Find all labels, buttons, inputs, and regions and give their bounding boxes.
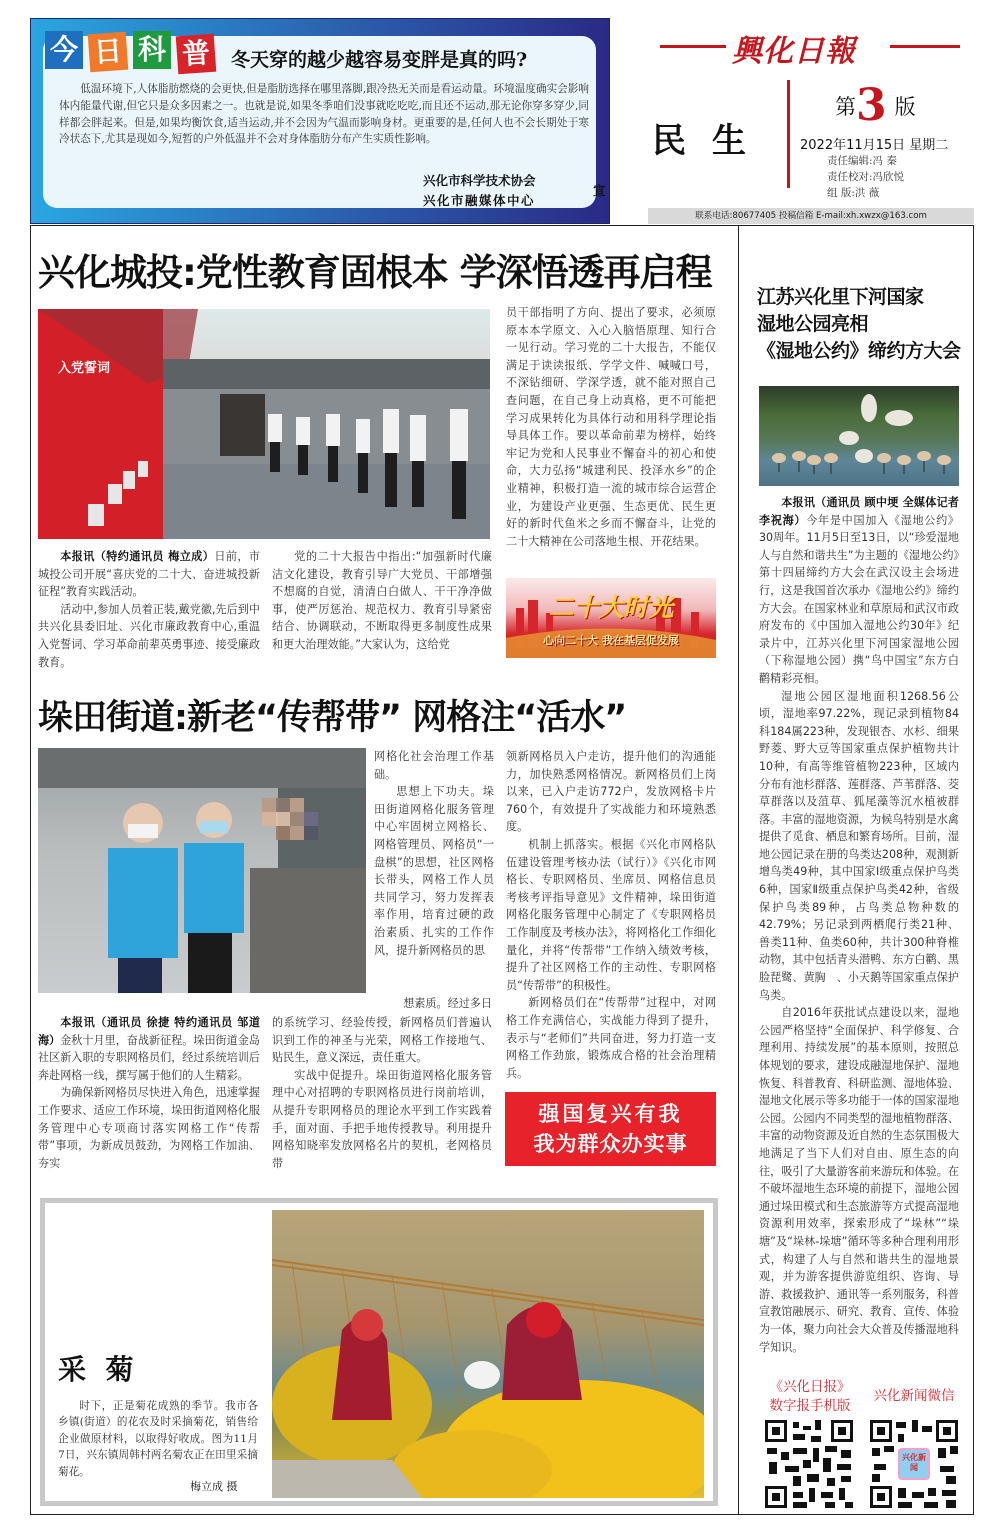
article2-col2-p1: 的系统学习、经验传授，新网格员们普遍认识到工作的神圣与光荣，网格工作接地气、贴民生，意义深远，责任重大。 [272, 1016, 492, 1065]
article2-narrow-tail: 想素质。经过多日 [403, 997, 492, 1010]
article1-col1-p1: 日前，市城投公司开展“喜庆党的二十大、奋进城投新征程”教育实践活动。 [38, 550, 260, 599]
section-name: 民生 [652, 121, 772, 161]
article2-col2 [272, 1014, 492, 1172]
edition-number [835, 80, 916, 131]
issue-date: 2022年11月15日 星期二 [800, 138, 949, 153]
article2-narrow-col [374, 748, 494, 959]
photo-feature-title: 采 菊 [58, 1353, 134, 1386]
article1-col3-p1: 员干部指明了方向、提出了要求，必须原原本本学原文、入心入脑悟原理、知行合一见行动。学习党的二十大报告，不能仅满足于读读报纸、学学文件、喊喊口号，不深钻细研、学深学透，就不能对照自己查问题，在自己身上动真格，更不可能把学习成果转化为具体行动和用科学理论指导具体工作。要以革命前辈为榜样，始终牢记为党和人民事业不懈奋斗的初心和使命，大力弘扬“城建利民、投泽水乡”的企业精神，积极打造一流的城市综合运营企业，为建设产业更强、生态更优、民生更好的新时代鱼米之乡而不懈奋斗，让党的二十大精神在公司落地生根、开花结果。 [506, 306, 716, 548]
article2-right-col [506, 748, 716, 1082]
qr-code-digital-edition[interactable] [763, 1418, 855, 1510]
edition-digit: 3 [856, 80, 887, 131]
sidebar-p3: 自2016年获批试点建设以来，湿地公园严格坚持“全面保护、科学修复、合理利用、持续发展”的基本原则，按照总体规划的要求，建设成融湿地保护、湿地恢复、科普教育、科研监测、湿地体验、湿地文化展示等多功能于一体的国家湿地公园。公园内不同类型的湿地植物群落、丰富的动物资源及近自然的生态氛围极大地满足了当下人们对自由、原生态的向往，吸引了大量游客前来游玩和体验。在不破坏湿地生态环境的前提下，湿地公园通过垛田模式和生态旅游等方式提高湿地资源利用效率，探索形成了“垛林”“垛塘”及“垛林-垛塘”循环等多种合理利用形式，构建了人与自然和谐共生的湿地景观，并为游客提供游览组织、咨询、导游、救援救护、通讯等一系列服务，科普宣教馆融展示、研究、教育、宣传、体验为一体，聚力向社会大众普及传播湿地科学知识。 [759, 1006, 959, 1354]
article2-narrow-p1: 网格化社会治理工作基础。 [374, 750, 494, 781]
qr1-label-line-1: 《兴化日报》 [769, 1379, 851, 1395]
article1-col2 [272, 548, 492, 654]
article2-narrow-p2: 思想上下功夫。垛田街道网格化服务管理中心牢固树立网格长、网格管理员、网格员“一盘棋”的思想，社区网格长带头，网格工作人员共同学习，努力发挥表率作用，培育过硬的政治素质、扎实的工作作风，提升新网格员的思 [374, 785, 494, 957]
chrysanthemum-photo-graphic [272, 1210, 704, 1498]
article2-right-p1: 领新网格员入户走访，提升他们的沟通能力，加快熟悉网格情况。新网格员们上岗以来，已入户走访772户，发放网格卡片760个，有效提升了实战能力和环境熟悉度。 [506, 750, 716, 834]
slogan-line-1: 强国复兴有我 [538, 1102, 683, 1126]
qr-code-wechat[interactable] [868, 1418, 960, 1510]
edition-prefix: 第 [835, 95, 856, 119]
article1-col3 [506, 304, 716, 550]
slogan-box [505, 1092, 716, 1166]
article1-headline: 兴化城投:党性教育固根本 学深悟透再启程 [38, 251, 712, 294]
photo-sign-text: 入党誓词 [58, 361, 111, 376]
photo-feature-credit: 梅立成 摄 [190, 1480, 238, 1493]
article2-right-p2: 机制上抓落实。根据《兴化市网格队伍建设管理考核办法（试行）》《兴化市网格长、专职网格员、坐席员、网格信息员考核考评指导意见》文件精神，垛田街道网格化服务管理中心制定了《专职网格员工作制度及考核办法》，将网格化工作细化量化，并将“传帮带”工作纳入绩效考核，提升了社区网格工作的主动性、专职网格员“传帮带”的积极性。 [506, 837, 716, 992]
article2-byline: 本报讯（通讯员 徐捷 特约通讯员 邹道海） [38, 1016, 260, 1047]
article2-col1-p2: 为确保新网格员尽快进入角色，迅速掌握工作要求、适应工作环境，垛田街道网格化服务管理中心专项商讨落实网格工作“传帮带”事项，为新成员鼓劲，为网格工作加油、夯实 [38, 1086, 260, 1170]
sidebar-byline: 本报讯（通讯员 顾中埂 全媒体记者 李祝海） [759, 496, 959, 527]
staff-layout: 组 版:洪 薇 [827, 187, 880, 199]
science-title: 冬天穿的越少越容易变胖是真的吗? [231, 49, 528, 71]
banner-subtitle: 心向二十大 我在基层促发展 [543, 634, 679, 647]
slogan-line-2: 我为群众办实事 [533, 1132, 688, 1156]
article1-col1 [38, 548, 260, 671]
sidebar-p1: 今年是中国加入《湿地公约》30周年。11月5日至13日，以“珍爱湿地 人与自然和谐共生”为主题的《湿地公约》第十四届缔约方大会在武汉设主会场进行，这是我国首次承办《湿地公约》缔约方大会。在国家林业和草原局和武汉市政府发布的《中国加入湿地公约30年》纪录片中，江苏兴化里下河国家湿地公园（下称湿地公园）携“鸟中国宝”东方白鹳精彩亮相。 [759, 513, 959, 685]
article2-col1 [38, 1014, 260, 1172]
photo-feature-box [40, 1198, 718, 1506]
science-body: 低温环境下,人体脂肪燃烧的会更快,但是脂肪选择在哪里落脚,跟冷热无关而是看运动量。环境温度确实会影响体内能量代谢,但它只是众多因素之一。也就是说,如果冬季咱们没事就吃吃吃,而且还不运动,那无论你穿多穿少,同样都会胖起来。但是,如果均衡饮食,适当运动,并不会因为气温而影响身材。更重要的是,任何人也不会长期处于寒冷状态下,尤其是现如今,短暂的户外低温并不会对身体脂肪分布产生实质性影响。 [59, 83, 589, 146]
article1-col2-p1: 党的二十大报告中指出:“加强新时代廉洁文化建设，教育引导广大党员、干部增强不想腐的自觉，清清白白做人、干干净净做事，使严厉惩治、规范权力、教育引导紧密结合、协调联动，不断取得更多制度性成果和更大治理效能。”大家认为，这给党 [272, 550, 492, 651]
staff-editor: 责任编辑:冯 秦 [827, 155, 897, 167]
photo-feature-caption: 时下，正是菊花成熟的季节。我市各乡镇(街道）的花农及时采摘菊花，销售给企业做原材料，以取得好收成。图为11月7日，兴东镇周韩村两名菊农正在田里采摘菊花。 [58, 1400, 258, 1478]
qr2-label: 兴化新闻微信 [873, 1388, 955, 1404]
article2-headline: 垛田街道:新老“传帮带” 网格注“活水” [38, 698, 627, 738]
qr1-label [760, 1378, 860, 1416]
wetland-birds-photo [759, 386, 959, 486]
sidebar-headline [757, 284, 969, 365]
science-popularization-box [30, 18, 610, 224]
qr-code-icon [763, 1418, 855, 1510]
article2-right-p3: 新网格员们在“传帮带”过程中，对网格工作充满信心，实战能力得到了提升，表示与“老师们”共同奋进，努力打造一支网格工作劲旅，锻炼成合格的社会治理精兵。 [506, 996, 716, 1080]
article2-col1-p1: 金秋十月里，奋战新征程。垛田街道金岛社区新入职的专职网格员们，经过系统培训后奔赴网格一线，撰写属于他们的人生精彩。 [38, 1033, 260, 1082]
sidebar-headline-line-2: 湿地公园亮相 [757, 313, 869, 335]
article1-col1-p2: 活动中,参加人员着正装,戴党徽,先后到中共兴化县委旧址、兴化市廉政教育中心,重温入党誓词、学习革命前辈英勇事迹、接受廉政教育。 [38, 602, 260, 669]
masthead-rule-left [660, 45, 726, 48]
column-divider [738, 225, 739, 1515]
science-org-1: 兴化市科学技术协会 [423, 173, 536, 188]
article2-photo [38, 748, 366, 993]
sidebar-headline-line-1: 江苏兴化里下河国家 [757, 286, 924, 308]
contact-bar: 联系电话:80677405 投稿信箱 E-mail:xh.xwzx@163.com [648, 208, 974, 224]
sidebar-p2: 湿地公园区湿地面积1268.56公顷，湿地率97.22%，现记录到植物84科184属223种，发现银杏、水杉、细果野菱、野大豆等国家重点保护植物共计10种，有高等维管植物223种，区域内分布有池杉群落、莲群落、芦苇群落、茭草群落以及菹草、狐尾藻等沉水植被群落。丰富的湿地资源，为候鸟特别是水禽提供了觅食、栖息和繁育场所。目前，湿地公园记录在册的鸟类达208种，观测新增鸟类49种，其中国家Ⅰ级重点保护鸟类6种，国家Ⅱ级重点保护鸟类42种，省级保护鸟类89种，占鸟类总物种数的42.79%；另记录到两栖爬行类21种、兽类11种、鱼类60种，共计300种脊椎动物，其中包括青头潜鸭、东方白鹳、黑脸琵鹭、黄胸 、小天鹅等国家重点保护鸟类。 [759, 689, 959, 1002]
wechat-badge-text: 兴化新闻 [902, 1453, 926, 1472]
science-tile-2: 日 [88, 32, 129, 73]
masthead-rule-right [890, 45, 960, 48]
spoonbills-graphic [759, 386, 959, 486]
edition-suffix: 版 [894, 95, 916, 119]
science-publicity-mark: 宣 [593, 183, 606, 198]
science-tile-1: 今 [45, 31, 83, 69]
party-oath-photo [38, 309, 490, 539]
sidebar-article [759, 494, 959, 1356]
science-tile-3: 科 [133, 31, 171, 69]
article1-photo [38, 309, 490, 539]
newspaper-logo: 興化日報 [732, 34, 856, 69]
article2-col2-p2: 实战中促提升。垛田街道网格化服务管理中心对招聘的专职网格员进行岗前培训，从提升专职网格员的理论水平到工作实践着手，面对面、手把手地传授教导。利用提升网格知晓率发放网格名片的契机，老网格员带 [272, 1068, 492, 1170]
banner-title: 二十大时光 [548, 593, 674, 622]
chrysanthemum-photo [272, 1210, 704, 1498]
science-org-2: 兴化市融媒体中心 [423, 193, 536, 208]
masthead-divider [787, 80, 790, 188]
twentieth-congress-banner [506, 578, 716, 658]
grid-workers-photo [38, 748, 366, 993]
qr1-label-line-2: 数字报手机版 [769, 1398, 851, 1414]
staff-proofreader: 责任校对:冯欣悦 [827, 171, 905, 183]
science-tile-4: 普 [176, 34, 217, 75]
sidebar-headline-line-3: 《湿地公约》缔约方大会 [757, 340, 961, 362]
article1-byline: 本报讯（特约通讯员 梅立成） [60, 550, 215, 563]
